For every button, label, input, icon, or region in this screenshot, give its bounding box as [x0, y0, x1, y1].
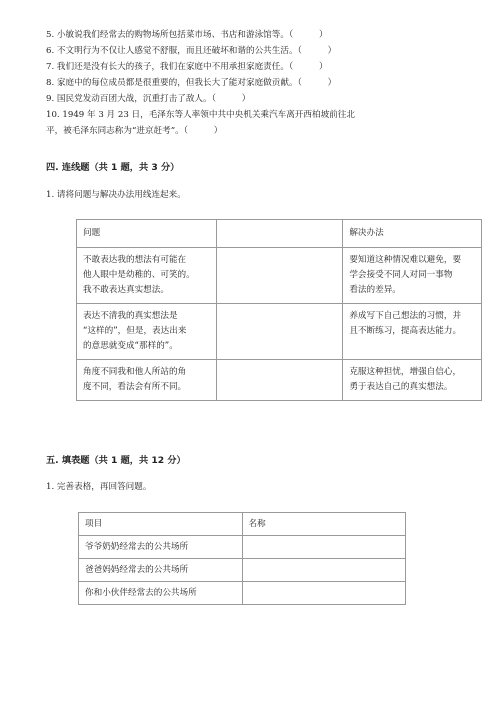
header-blank [216, 220, 343, 248]
section-5-question: 1. 完善表格，再回答问题。 [46, 482, 152, 492]
solution-cell [343, 304, 482, 360]
item-cell: 爸爸妈妈经常去的公共场所 [79, 559, 243, 582]
cell-line: 克服这种担忧，增强自信心， [349, 367, 462, 377]
matching-table [76, 219, 482, 401]
table-row [79, 536, 406, 559]
question-item-9: 9. 国民党发动百团大战，沉重打击了敌人。（ ） [46, 94, 251, 104]
answer-cell[interactable] [242, 536, 406, 559]
solution-cell [343, 360, 482, 401]
section-4-question: 1. 请将问题与解决办法用线连起来。 [46, 190, 186, 200]
header-item: 项目 [79, 513, 243, 536]
cell-line: “这样的”，但是，表达出来 [83, 326, 187, 336]
fill-table [78, 512, 406, 605]
cell-line: 不敢表达我的想法有可能在 [83, 255, 187, 265]
question-item-10-cont: 平，被毛泽东同志称为“进京赶考”。（ ） [46, 126, 223, 136]
cell-line: 勇于表达自己的真实想法。 [349, 382, 453, 392]
question-item-7: 7. 我们还是没有长大的孩子，我们在家庭中不用承担家庭责任。（ ） [46, 62, 328, 72]
cell-line: 表达不清我的真实想法是 [83, 311, 178, 321]
question-item-10: 10. 1949 年 3 月 23 日，毛泽东等人率领中共中央机关乘汽车离开西柏坡前往北 [46, 110, 355, 120]
table-row [77, 248, 482, 304]
solution-cell [343, 248, 482, 304]
question-item-6: 6. 不文明行为不仅让人感觉不舒服，而且还破坏和谐的公共生活。（ ） [46, 46, 337, 56]
cell-line: 学会接受不同人对同一事物 [349, 270, 453, 280]
problem-cell [77, 304, 217, 360]
problem-cell [77, 360, 217, 401]
cell-line: 看法的差异。 [349, 285, 401, 295]
cell-line: 的意思就变成“那样的”。 [83, 341, 178, 351]
answer-cell[interactable] [242, 582, 406, 605]
cell-line: 我不敢表达真实想法。 [83, 285, 169, 295]
cell-line: 养成写下自己想法的习惯，并 [349, 311, 462, 321]
cell-line: 角度不同我和他人所站的角 [83, 367, 187, 377]
cell-line: 度不同，看法会有所不同。 [83, 382, 187, 392]
header-solution: 解决办法 [343, 220, 482, 248]
problem-cell [77, 248, 217, 304]
question-item-5: 5. 小敏说我们经常去的购物场所包括菜市场、书店和游泳馆等。（ ） [46, 30, 328, 40]
answer-cell[interactable] [242, 559, 406, 582]
table-row [79, 582, 406, 605]
table-row [79, 559, 406, 582]
table-header-row [77, 220, 482, 248]
table-row [77, 304, 482, 360]
cell-line: 他人眼中是幼稚的、可笑的。 [83, 270, 195, 280]
cell-line: 要知道这种情况难以避免，要 [349, 255, 462, 265]
item-cell: 你和小伙伴经常去的公共场所 [79, 582, 243, 605]
header-name: 名称 [242, 513, 406, 536]
table-row [77, 360, 482, 401]
question-item-8: 8. 家庭中的每位成员都是很重要的，但我长大了能对家庭做贡献。（ ） [46, 78, 337, 88]
item-cell: 爷爷奶奶经常去的公共场所 [79, 536, 243, 559]
connect-area[interactable] [216, 248, 343, 304]
section-4-title: 四. 连线题（共 1 题，共 3 分） [46, 162, 180, 173]
header-problem: 问题 [77, 220, 217, 248]
section-5-title: 五. 填表题（共 1 题，共 12 分） [46, 455, 186, 466]
connect-area[interactable] [216, 304, 343, 360]
cell-line: 且不断练习，提高表达能力。 [349, 326, 462, 336]
connect-area[interactable] [216, 360, 343, 401]
table-header-row [79, 513, 406, 536]
